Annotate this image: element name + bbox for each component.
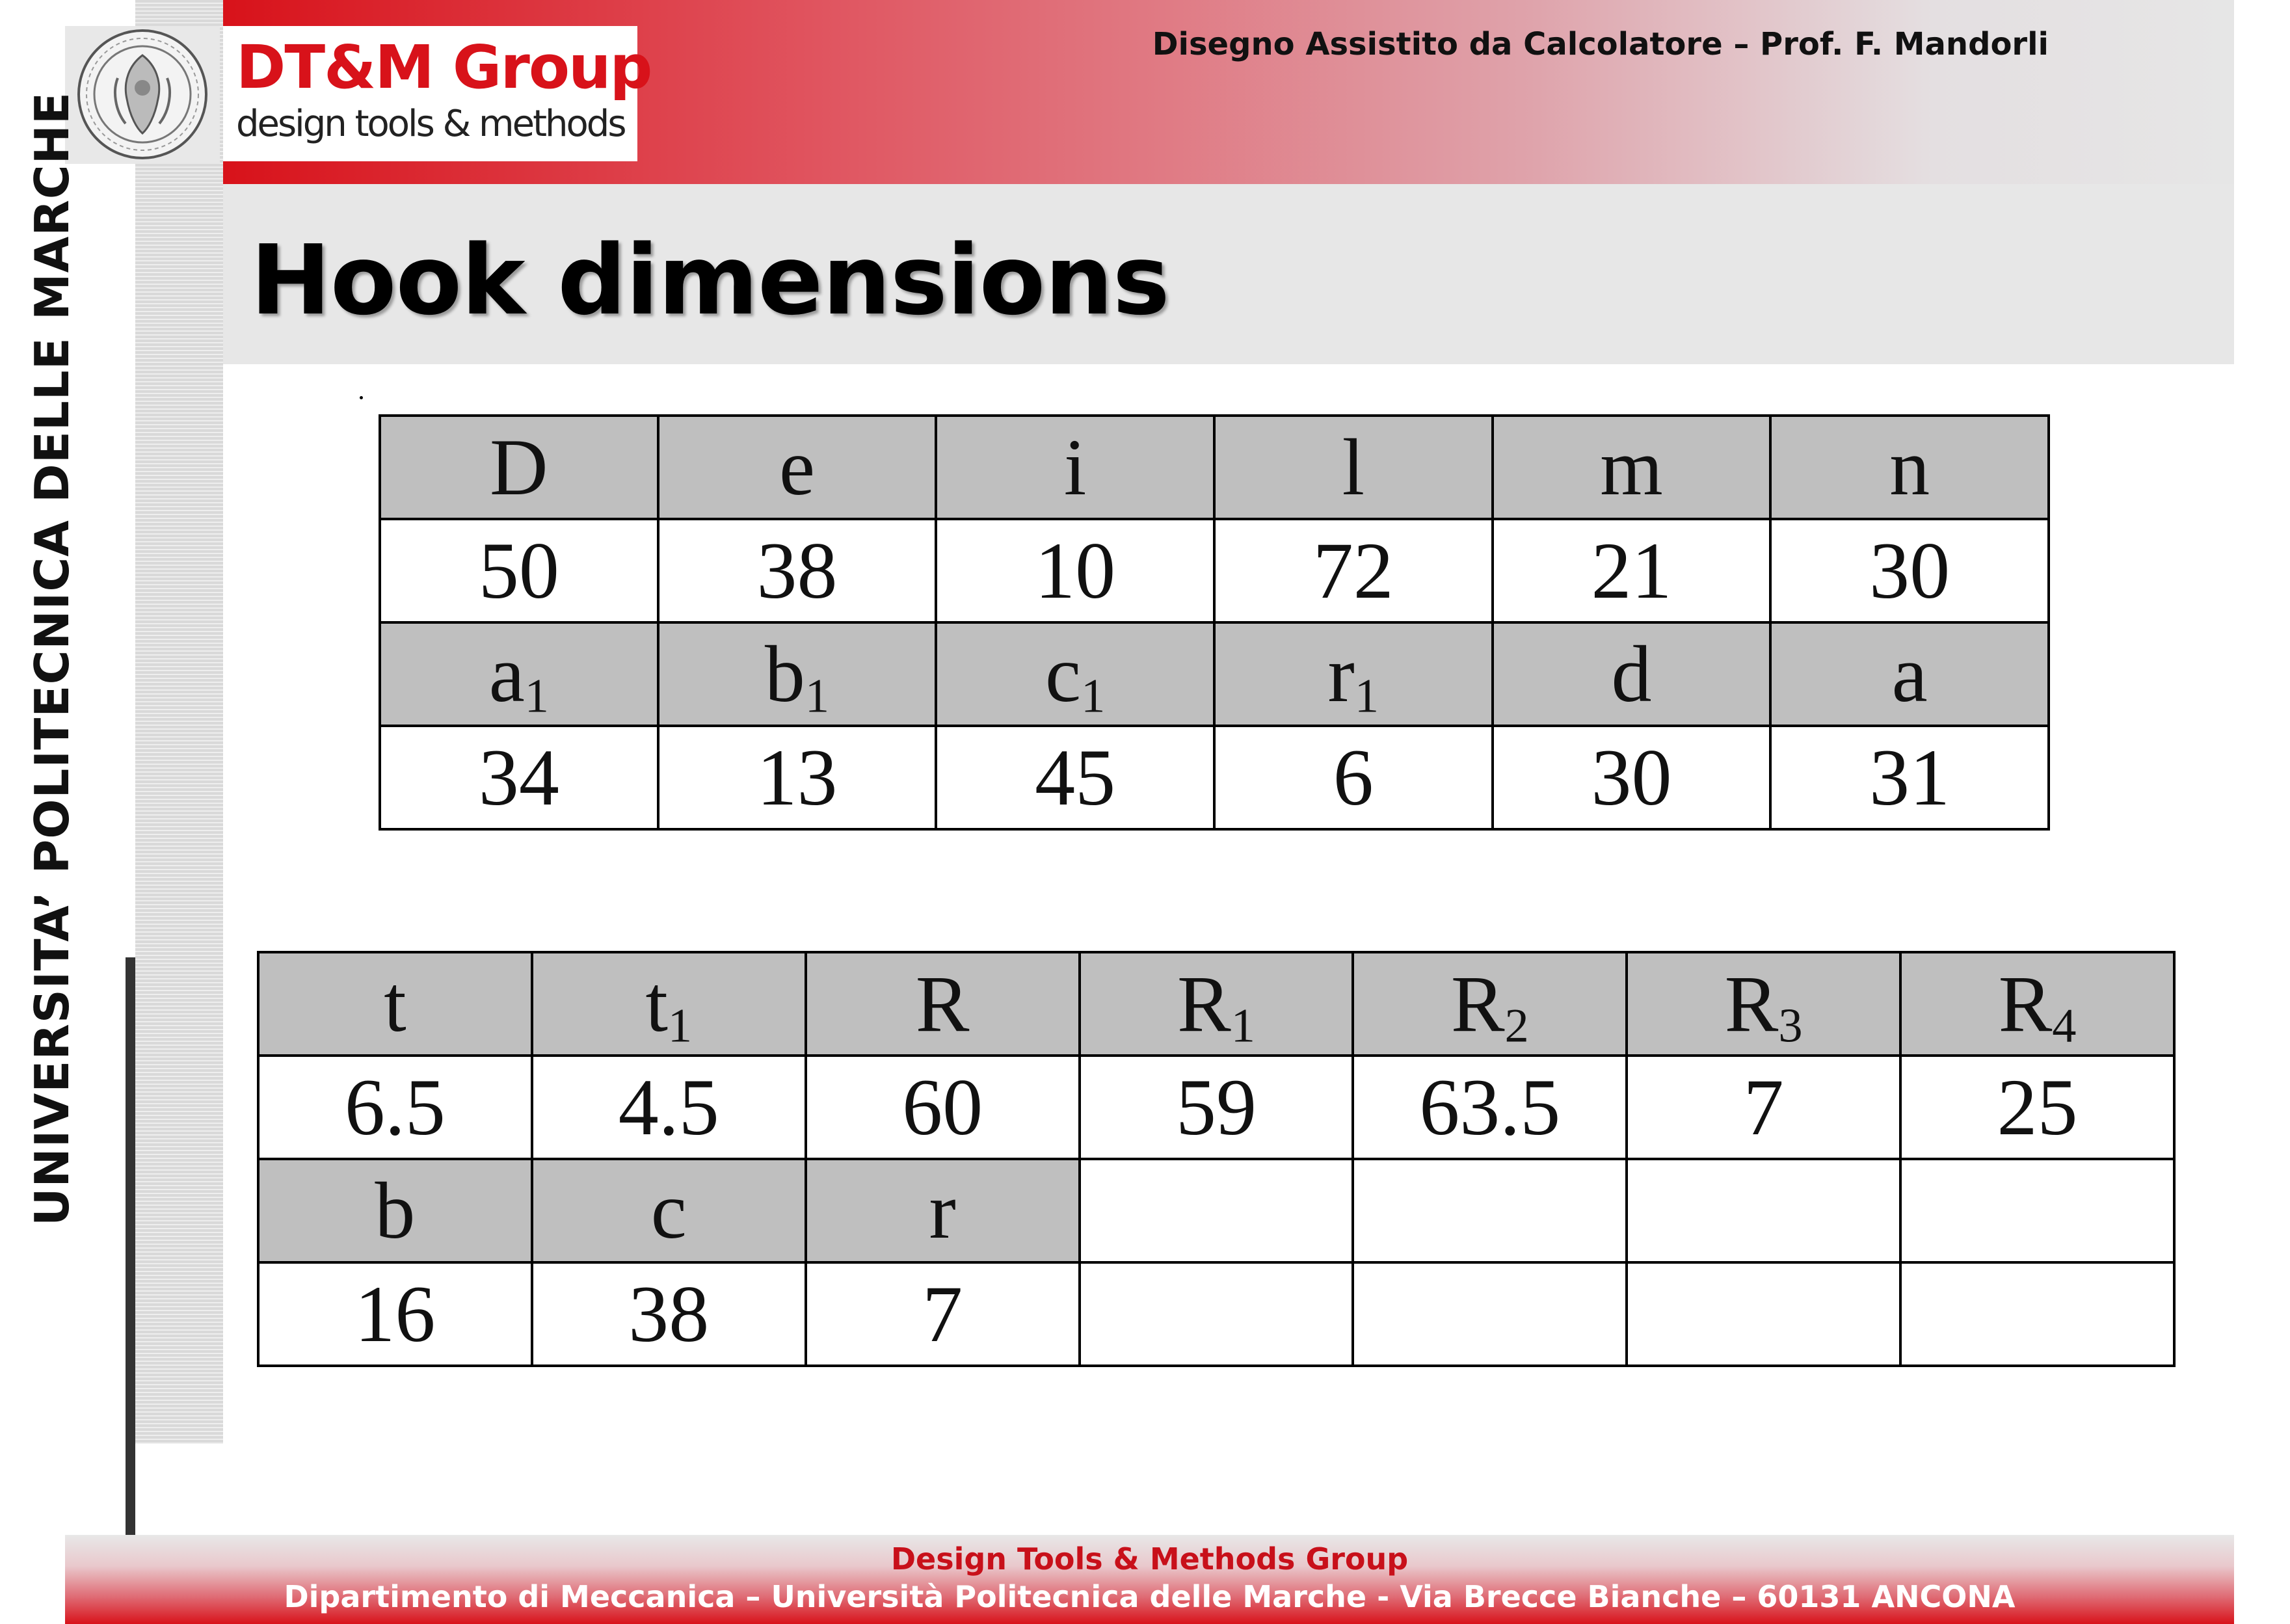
symbol-row bbox=[380, 416, 2049, 519]
symbol-cell bbox=[1627, 952, 1900, 1056]
dimension-value: 38 bbox=[628, 1269, 710, 1359]
dimension-value: 45 bbox=[1035, 732, 1116, 822]
dimension-value: 60 bbox=[902, 1062, 983, 1152]
dimension-subscript: 2 bbox=[1504, 998, 1529, 1052]
value-cell bbox=[380, 726, 658, 829]
dimension-symbol: d bbox=[1611, 629, 1652, 719]
symbol-cell bbox=[1080, 1159, 1353, 1262]
symbol-cell bbox=[532, 952, 806, 1056]
dimension-symbol: m bbox=[1600, 422, 1663, 512]
university-seal-icon bbox=[67, 26, 218, 163]
symbol-row bbox=[258, 952, 2174, 1056]
symbol-cell bbox=[658, 622, 937, 726]
dimension-value: 50 bbox=[478, 526, 559, 615]
dimension-value: 31 bbox=[1869, 732, 1950, 822]
value-cell bbox=[1353, 1056, 1627, 1159]
symbol-cell bbox=[1214, 416, 1493, 519]
dimension-symbol: a bbox=[1891, 629, 1928, 719]
value-cell bbox=[258, 1262, 532, 1366]
logo-title: DT&M Group bbox=[236, 33, 652, 102]
dimension-subscript: 1 bbox=[1354, 669, 1379, 723]
dimension-value: 34 bbox=[478, 732, 559, 822]
course-title: Disegno Assistito da Calcolatore – Prof. F. Mandorli bbox=[1152, 26, 2049, 62]
dimension-symbol: n bbox=[1889, 422, 1930, 512]
symbol-cell bbox=[532, 1159, 806, 1262]
dimension-subscript: 1 bbox=[667, 998, 693, 1052]
dimension-symbol: R bbox=[1998, 959, 2053, 1048]
dimension-subscript: 1 bbox=[1081, 669, 1106, 723]
dimension-value: 10 bbox=[1035, 526, 1116, 615]
dimension-value: 63.5 bbox=[1419, 1062, 1561, 1152]
symbol-cell bbox=[658, 416, 937, 519]
symbol-cell bbox=[1353, 1159, 1627, 1262]
dimension-symbol: e bbox=[779, 422, 815, 512]
symbol-cell bbox=[1493, 622, 1771, 726]
value-cell bbox=[658, 519, 937, 622]
value-cell bbox=[532, 1262, 806, 1366]
value-cell bbox=[1900, 1262, 2174, 1366]
value-cell bbox=[1214, 726, 1493, 829]
value-cell bbox=[532, 1056, 806, 1159]
dimension-symbol: r bbox=[1327, 629, 1355, 719]
dimension-value: 7 bbox=[1743, 1062, 1784, 1152]
dimension-value: 7 bbox=[922, 1269, 963, 1359]
value-cell bbox=[1353, 1262, 1627, 1366]
footer-group: Design Tools & Methods Group bbox=[890, 1541, 1409, 1577]
dimension-symbol: D bbox=[490, 422, 548, 512]
dimension-subscript: 1 bbox=[1231, 998, 1255, 1052]
dimension-symbol: r bbox=[929, 1165, 956, 1255]
dtm-group-logo bbox=[223, 26, 652, 161]
dimension-symbol: R bbox=[1177, 959, 1231, 1048]
dimension-symbol: c bbox=[650, 1165, 687, 1255]
dimension-symbol: a bbox=[488, 629, 525, 719]
value-cell bbox=[1214, 519, 1493, 622]
value-cell bbox=[806, 1262, 1080, 1366]
value-cell bbox=[1493, 519, 1771, 622]
dimension-value: 30 bbox=[1591, 732, 1672, 822]
dimension-subscript: 1 bbox=[524, 669, 549, 723]
symbol-cell bbox=[1627, 1159, 1900, 1262]
symbol-cell bbox=[936, 416, 1214, 519]
dimension-symbol: t bbox=[384, 959, 406, 1048]
dimension-value: 16 bbox=[354, 1269, 436, 1359]
dimension-symbol: R bbox=[915, 959, 970, 1048]
value-cell bbox=[1900, 1056, 2174, 1159]
value-row bbox=[258, 1262, 2174, 1366]
dimension-subscript: 3 bbox=[1778, 998, 1803, 1052]
symbol-cell bbox=[806, 952, 1080, 1056]
dimension-value: 21 bbox=[1591, 526, 1672, 615]
dimension-value: 72 bbox=[1312, 526, 1394, 615]
symbol-cell bbox=[258, 952, 532, 1056]
dimension-symbol: c bbox=[1045, 629, 1082, 719]
dimension-symbol: t bbox=[645, 959, 668, 1048]
footer-address: Dipartimento di Meccanica – Università Politecnica delle Marche - Via Brecce Bianche – 60131 ANCONA bbox=[284, 1579, 2016, 1614]
symbol-cell bbox=[380, 416, 658, 519]
dimension-value: 25 bbox=[1997, 1062, 2078, 1152]
dimension-subscript: 4 bbox=[2052, 998, 2077, 1052]
dimension-symbol: i bbox=[1063, 422, 1087, 512]
symbol-cell bbox=[380, 622, 658, 726]
dimension-symbol: b bbox=[375, 1165, 416, 1255]
value-cell bbox=[936, 726, 1214, 829]
dimension-value: 6 bbox=[1333, 732, 1374, 822]
symbol-row bbox=[380, 622, 2049, 726]
dimension-symbol: R bbox=[1724, 959, 1779, 1048]
page-title: Hook dimensions bbox=[250, 224, 1169, 336]
left-stripe bbox=[135, 0, 223, 1444]
dimension-symbol: R bbox=[1450, 959, 1505, 1048]
symbol-cell bbox=[1080, 952, 1353, 1056]
value-row bbox=[380, 726, 2049, 829]
symbol-cell bbox=[1353, 952, 1627, 1056]
value-cell bbox=[258, 1056, 532, 1159]
value-cell bbox=[1080, 1056, 1353, 1159]
dimension-value: 30 bbox=[1869, 526, 1950, 615]
value-cell bbox=[1627, 1056, 1900, 1159]
symbol-cell bbox=[936, 622, 1214, 726]
bullet-dot bbox=[360, 396, 363, 399]
value-cell bbox=[806, 1056, 1080, 1159]
dimension-value: 13 bbox=[756, 732, 838, 822]
symbol-cell bbox=[806, 1159, 1080, 1262]
symbol-cell bbox=[1900, 1159, 2174, 1262]
value-cell bbox=[1770, 519, 2049, 622]
dimension-symbol: l bbox=[1342, 422, 1365, 512]
value-cell bbox=[380, 519, 658, 622]
value-row bbox=[380, 519, 2049, 622]
dimensions-table-2 bbox=[257, 951, 2176, 1367]
value-row bbox=[258, 1056, 2174, 1159]
value-cell bbox=[936, 519, 1214, 622]
dimension-value: 4.5 bbox=[618, 1062, 719, 1152]
symbol-cell bbox=[1900, 952, 2174, 1056]
dimension-subscript: 1 bbox=[805, 669, 830, 723]
symbol-cell bbox=[1493, 416, 1771, 519]
university-vertical-label: UNIVERSITA’ POLITECNICA DELLE MARCHE bbox=[25, 91, 79, 1227]
symbol-cell bbox=[1770, 622, 2049, 726]
value-cell bbox=[1493, 726, 1771, 829]
value-cell bbox=[1627, 1262, 1900, 1366]
symbol-cell bbox=[1214, 622, 1493, 726]
dimension-value: 6.5 bbox=[344, 1062, 446, 1152]
dimension-value: 38 bbox=[756, 526, 838, 615]
value-cell bbox=[1080, 1262, 1353, 1366]
symbol-cell bbox=[1770, 416, 2049, 519]
value-cell bbox=[658, 726, 937, 829]
left-rule bbox=[126, 957, 135, 1624]
symbol-cell bbox=[258, 1159, 532, 1262]
value-cell bbox=[1770, 726, 2049, 829]
dimension-symbol: b bbox=[764, 629, 805, 719]
logo-subtitle: design tools & methods bbox=[236, 103, 625, 145]
dimensions-table-1 bbox=[379, 414, 2050, 831]
dimension-value: 59 bbox=[1175, 1062, 1257, 1152]
symbol-row bbox=[258, 1159, 2174, 1262]
